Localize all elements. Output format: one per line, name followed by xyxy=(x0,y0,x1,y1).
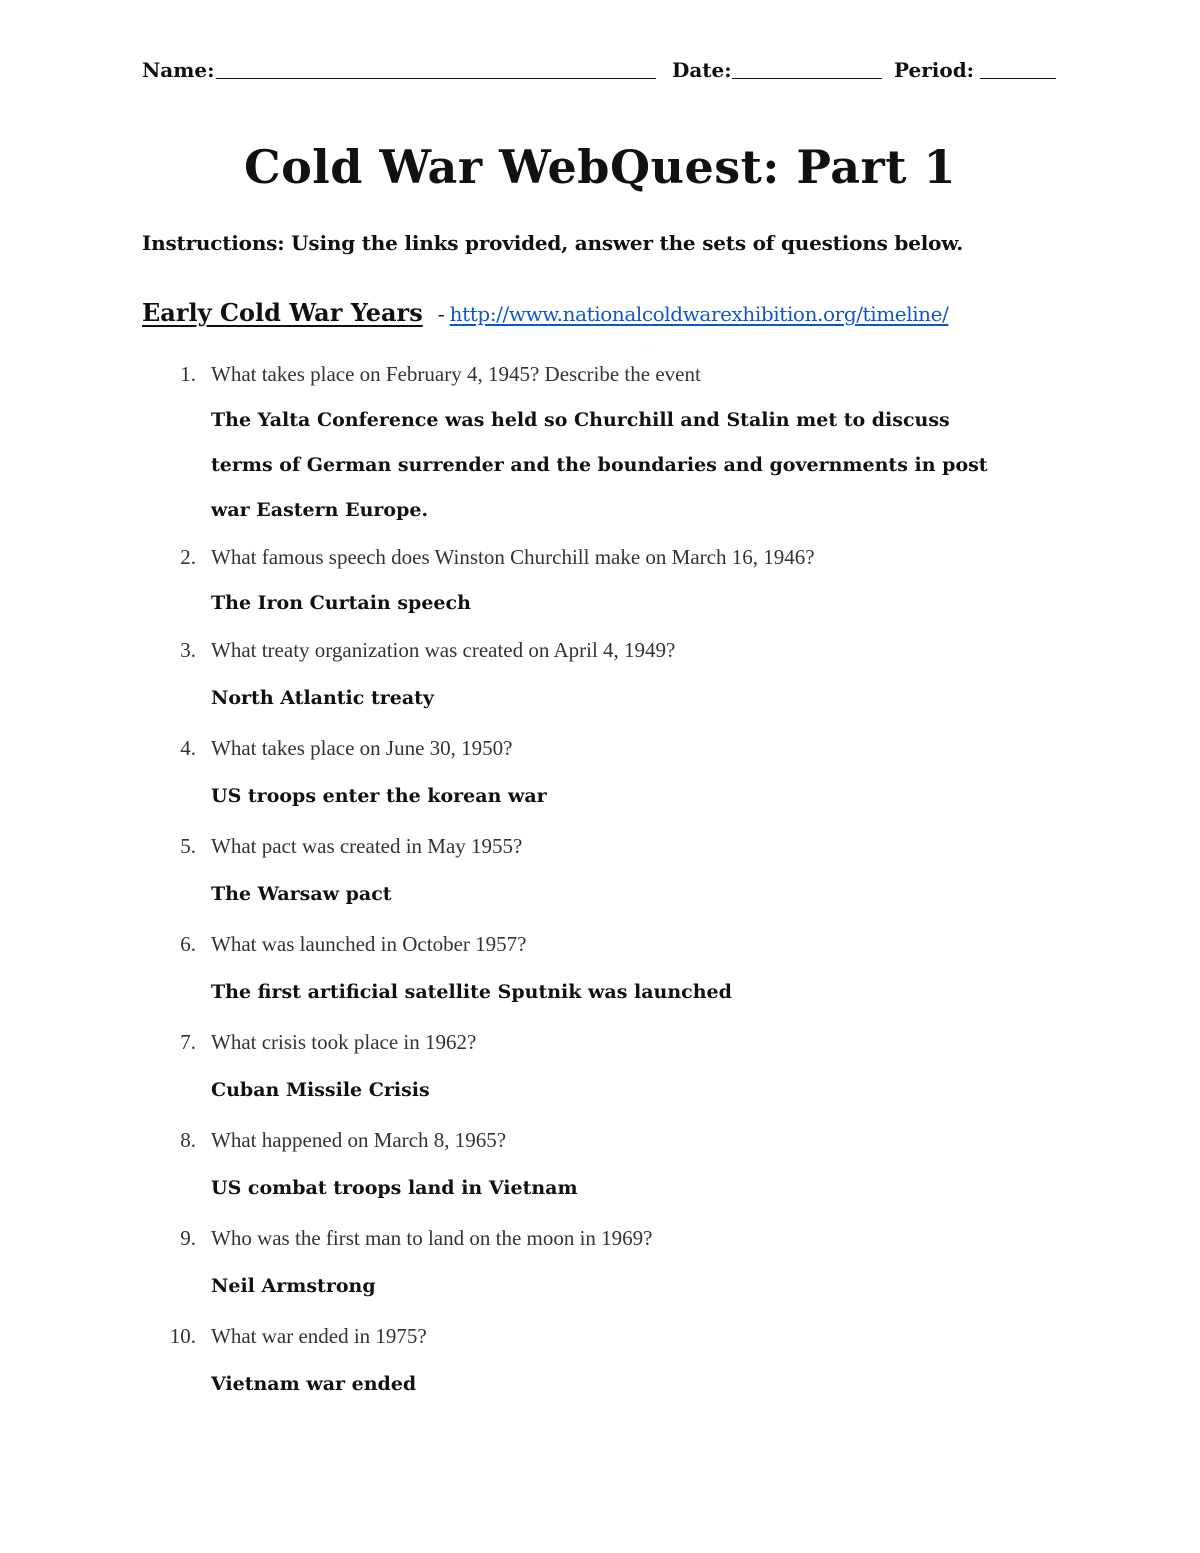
question-text: What pact was created in May 1955? xyxy=(211,834,523,858)
question-text: What takes place on February 4, 1945? Describe the event xyxy=(211,362,701,386)
instructions: Instructions: Using the links provided, answer the sets of questions below. xyxy=(142,231,964,255)
name-label: Name: xyxy=(142,58,215,82)
period-field[interactable] xyxy=(980,78,1056,79)
answer-text: The first artificial satellite Sputnik was launched xyxy=(211,981,732,1003)
question-text: What crisis took place in 1962? xyxy=(211,1030,477,1054)
question-number: 8. xyxy=(180,1128,196,1152)
answer-text: US combat troops land in Vietnam xyxy=(211,1177,578,1199)
section-heading xyxy=(142,298,948,327)
answer-text: Vietnam war ended xyxy=(211,1373,417,1395)
answer-text: US troops enter the korean war xyxy=(211,785,547,807)
question-text: What happened on March 8, 1965? xyxy=(211,1128,507,1152)
answer-text: The Iron Curtain speech xyxy=(211,592,471,614)
timeline-link[interactable]: http://www.nationalcoldwarexhibition.org/timeline/ xyxy=(449,302,949,326)
answer-text: North Atlantic treaty xyxy=(211,687,434,709)
question-text: What takes place on June 30, 1950? xyxy=(211,736,513,760)
answer-text: The Warsaw pact xyxy=(211,883,392,905)
page-title: Cold War WebQuest: Part 1 xyxy=(243,140,957,194)
date-field[interactable] xyxy=(732,78,882,79)
question-text: What war ended in 1975? xyxy=(211,1324,427,1348)
question-number: 1. xyxy=(180,362,196,386)
answer-text: The Yalta Conference was held so Churchill and Stalin met to discuss terms of German surrender and the boundaries and governments in post war Eastern Europe. xyxy=(211,409,988,521)
question-text: What was launched in October 1957? xyxy=(211,932,527,956)
question-number: 5. xyxy=(180,834,196,858)
question-text: Who was the first man to land on the moon in 1969? xyxy=(211,1226,653,1250)
question-text: What treaty organization was created on April 4, 1949? xyxy=(211,638,676,662)
section-separator: - xyxy=(437,302,445,326)
question-number: 9. xyxy=(180,1226,196,1250)
student-info-header xyxy=(142,52,1056,86)
answer-text: Cuban Missile Crisis xyxy=(211,1079,430,1101)
date-label: Date: xyxy=(672,58,732,82)
question-number: 10. xyxy=(169,1324,196,1348)
name-field[interactable] xyxy=(216,78,656,79)
question-text: What famous speech does Winston Churchill make on March 16, 1946? xyxy=(211,545,815,569)
question-number: 2. xyxy=(180,545,196,569)
question-number: 4. xyxy=(180,736,196,760)
question-number: 7. xyxy=(180,1030,196,1054)
question-number: 6. xyxy=(180,932,196,956)
answer-text: Neil Armstrong xyxy=(211,1275,376,1297)
question-number: 3. xyxy=(180,638,196,662)
period-label: Period: xyxy=(894,58,975,82)
section-title: Early Cold War Years xyxy=(142,298,423,327)
